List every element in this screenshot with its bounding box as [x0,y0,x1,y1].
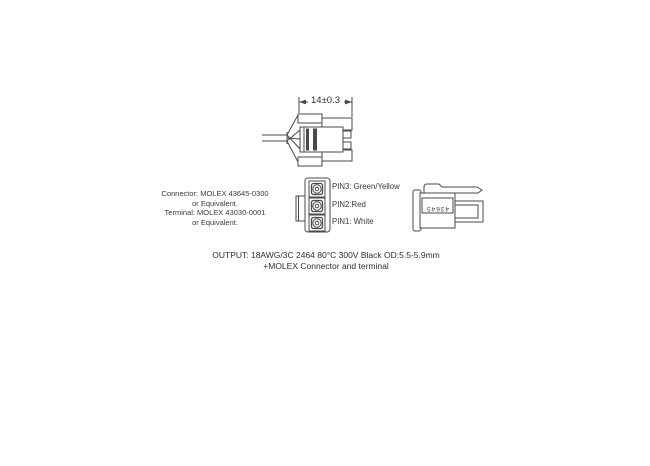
output-spec-line1: OUTPUT: 18AWG/3C 2464 80°C 300V Black OD:5.5-5.9mm [212,250,440,260]
front-view-drawing [296,178,330,232]
note-connector-line: Connector: MOLEX 43645-0300 [161,189,269,198]
note-connector-equivalent: or Equivalent. [192,198,238,208]
connector-notes [159,189,271,227]
note-terminal-line: Terminal: MOLEX 43030-0001 [164,208,266,218]
side-view-drawing [262,114,352,166]
connector-marking: 43645 [425,205,450,212]
dimension-label: 14±0.3 [311,95,340,106]
pin1-label: PIN1: White [332,217,374,226]
output-spec-line2: +MOLEX Connector and terminal [263,260,389,271]
output-specification [140,250,512,271]
note-terminal-equivalent: or Equivalent. [192,217,238,227]
pin2-label: PIN2:Red [332,199,366,209]
pin3-label: PIN3: Green/Yellow [332,182,400,191]
